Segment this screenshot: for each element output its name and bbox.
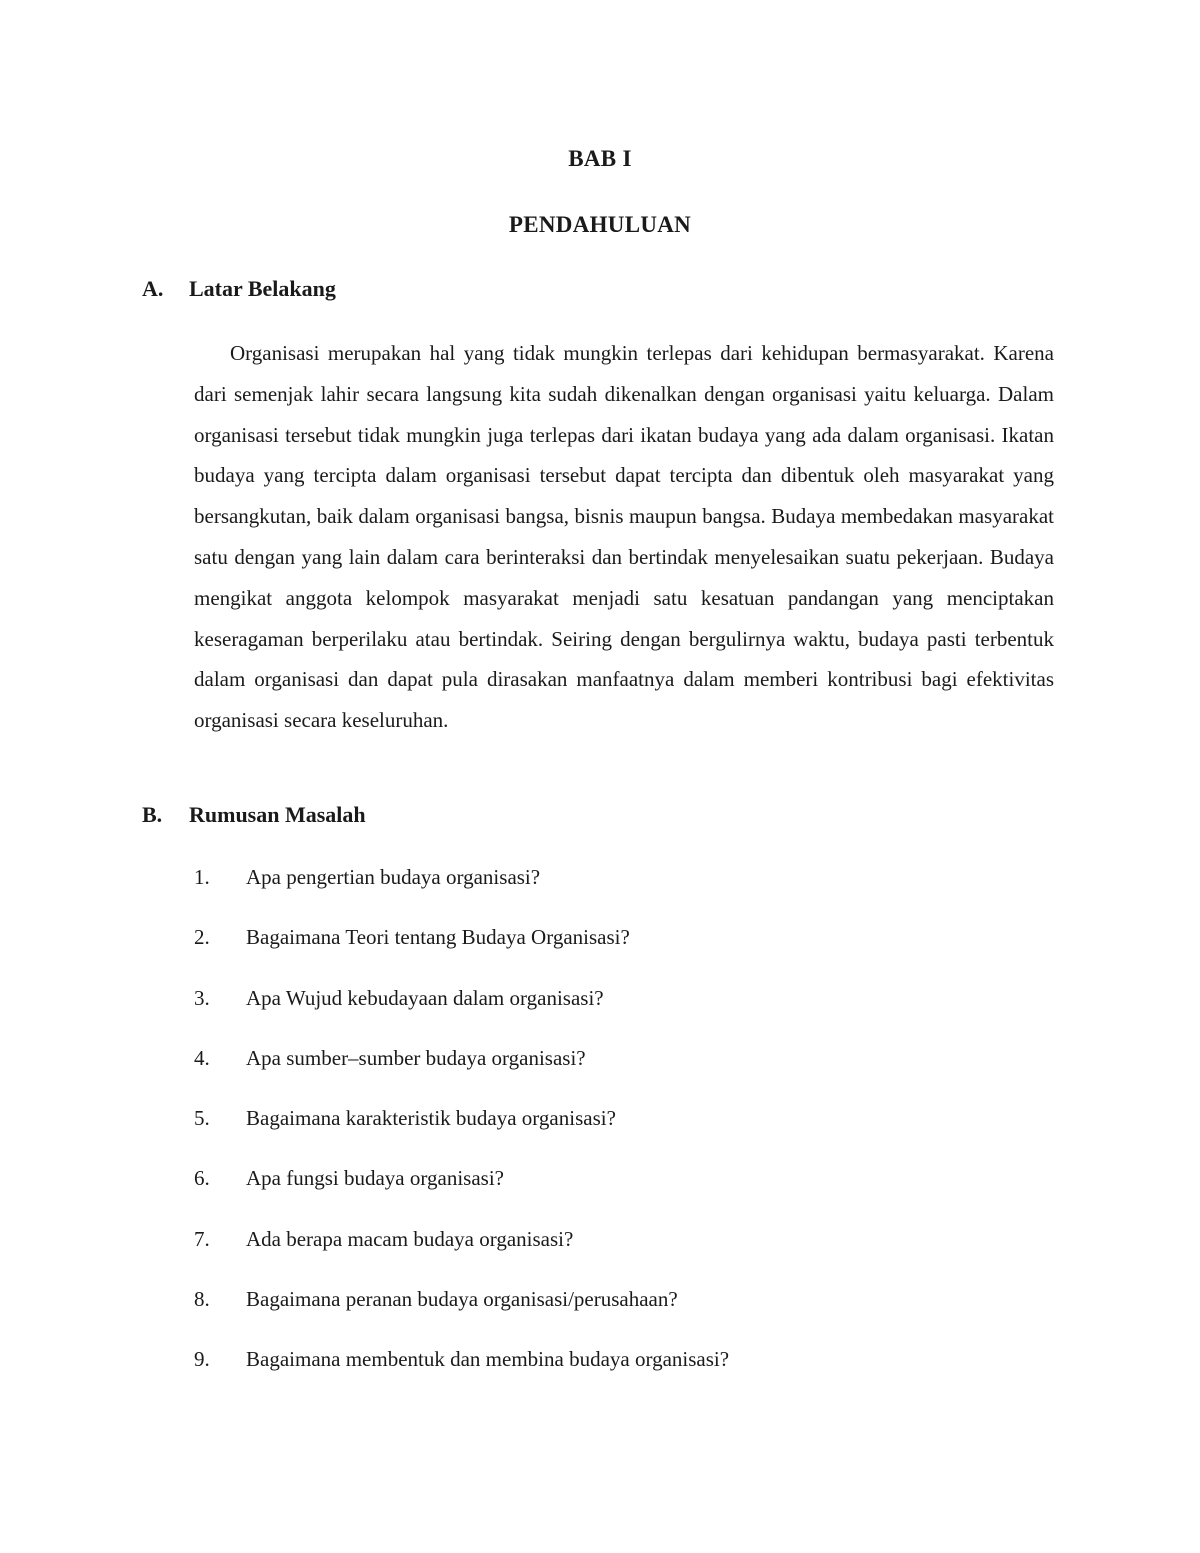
list-number: 9. — [194, 1347, 210, 1372]
section-title: Latar Belakang — [189, 276, 336, 301]
list-item — [194, 1343, 729, 1403]
list-item — [194, 982, 729, 1042]
section-title: Rumusan Masalah — [189, 802, 366, 827]
list-item — [194, 1102, 729, 1162]
list-text: Bagaimana Teori tentang Budaya Organisasi? — [246, 925, 630, 950]
section-letter: A. — [142, 276, 164, 301]
list-text: Bagaimana peranan budaya organisasi/perusahaan? — [246, 1287, 678, 1312]
list-number: 1. — [194, 865, 210, 889]
list-text: Bagaimana karakteristik budaya organisasi? — [246, 1106, 616, 1131]
list-item — [194, 1223, 729, 1283]
list-number: 5. — [194, 1106, 210, 1131]
section-heading-rumusan-masalah — [142, 802, 366, 828]
list-item — [194, 861, 729, 921]
list-text: Apa Wujud kebudayaan dalam organisasi? — [246, 985, 604, 1010]
chapter-label: BAB I — [568, 146, 632, 171]
list-number: 6. — [194, 1166, 210, 1191]
list-item — [194, 1283, 729, 1343]
list-text: Bagaimana membentuk dan membina budaya organisasi? — [246, 1347, 730, 1372]
list-number: 7. — [194, 1226, 210, 1251]
list-number: 2. — [194, 925, 210, 950]
section-heading-latar-belakang — [142, 276, 336, 302]
list-number: 3. — [194, 985, 210, 1010]
background-paragraph: Organisasi merupakan hal yang tidak mungkin terlepas dari kehidupan bermasyarakat. Karena dari semenjak lahir secara langsung kita sudah dikenalkan dengan organisasi yaitu keluarga. Dalam organisasi tersebut tidak mungkin juga terlepas dari ikatan budaya yang ada dalam organisasi. Ikatan budaya yang tercipta dalam organisasi tersebut dapat tercipta dan dibentuk oleh masyarakat yang bersangkutan, baik dalam organisasi bangsa, bisnis maupun bangsa. Budaya membedakan masyarakat satu dengan yang lain dalam cara berinteraksi dan bertindak menyelesaikan suatu pekerjaan. Budaya mengikat anggota kelompok masyarakat menjadi satu kesatuan pandangan yang menciptakan keseragaman berperilaku atau bertindak. Seiring dengan bergulirnya waktu, budaya pasti terbentuk dalam organisasi dan dapat pula dirasakan manfaatnya dalam memberi kontribusi bagi efektivitas organisasi secara keseluruhan. — [194, 341, 1054, 733]
list-text: Ada berapa macam budaya organisasi? — [246, 1226, 574, 1251]
list-item — [194, 921, 729, 981]
chapter-title: PENDAHULUAN — [508, 212, 692, 237]
section-letter: B. — [142, 802, 163, 827]
list-number: 8. — [194, 1287, 210, 1312]
list-item — [194, 1042, 729, 1102]
list-number: 4. — [194, 1045, 210, 1070]
list-item — [194, 1162, 729, 1222]
list-text: Apa pengertian budaya organisasi? — [246, 865, 541, 889]
problem-list — [194, 861, 729, 1404]
list-text: Apa fungsi budaya organisasi? — [246, 1166, 504, 1191]
list-text: Apa sumber–sumber budaya organisasi? — [246, 1045, 586, 1070]
